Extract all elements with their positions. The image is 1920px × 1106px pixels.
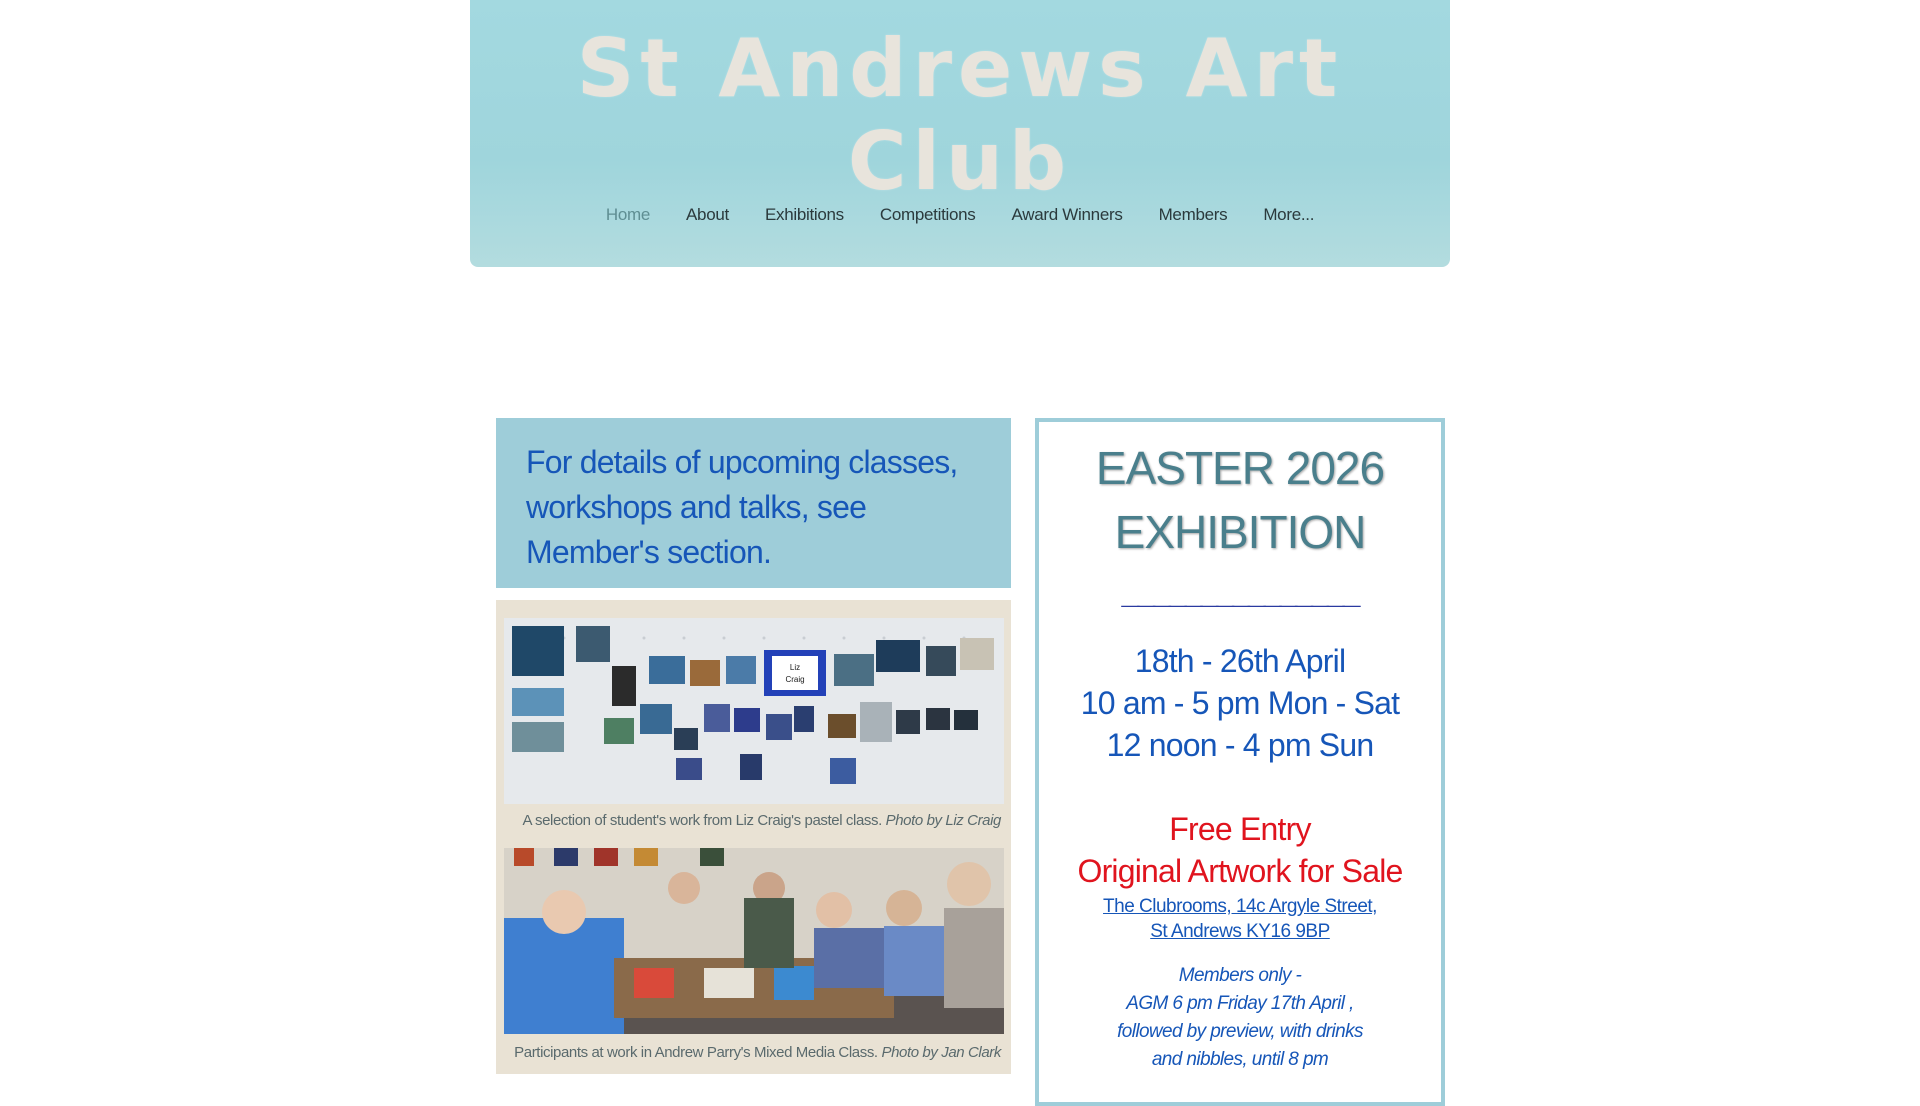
address-line1[interactable]: The Clubrooms, 14c Argyle Street, bbox=[1103, 896, 1377, 917]
nav-members[interactable]: Members bbox=[1158, 205, 1228, 224]
exhibition-offer bbox=[1039, 808, 1441, 892]
date-range: 18th - 26th April bbox=[1134, 643, 1346, 679]
exhibition-title bbox=[1039, 436, 1441, 564]
photo-panel bbox=[496, 600, 1011, 1074]
nav-more[interactable]: More... bbox=[1263, 205, 1315, 224]
exhibition-dates bbox=[1039, 640, 1441, 766]
svg-text:Liz: Liz bbox=[789, 663, 801, 672]
caption1-text: A selection of student's work from Liz Craig's pastel class. bbox=[522, 812, 886, 829]
exhibition-title-line2: EXHIBITION bbox=[1114, 506, 1366, 558]
caption2-credit: Photo by Jan Clark bbox=[881, 1044, 1001, 1061]
nav-about[interactable]: About bbox=[686, 205, 729, 224]
site-title[interactable]: St Andrews Art Club bbox=[576, 22, 1344, 208]
nav-home[interactable]: Home bbox=[605, 205, 651, 224]
info-text: For details of upcoming classes, workshops and talks, see Member's section. bbox=[526, 444, 958, 570]
members-line4: and nibbles, until 8 pm bbox=[1151, 1049, 1329, 1070]
nav-exhibitions[interactable]: Exhibitions bbox=[764, 205, 844, 224]
pastel-class-photo bbox=[504, 618, 1004, 804]
free-entry: Free Entry bbox=[1169, 811, 1311, 847]
exhibition-rule: _______________ bbox=[1121, 574, 1359, 610]
main-nav bbox=[470, 205, 1450, 225]
caption2-text: Participants at work in Andrew Parry's Mixed Media Class. bbox=[514, 1044, 882, 1061]
sunday-hours: 12 noon - 4 pm Sun bbox=[1106, 727, 1374, 763]
members-preview-note bbox=[1039, 962, 1441, 1074]
members-line3: followed by preview, with drinks bbox=[1117, 1021, 1363, 1042]
members-line1: Members only - bbox=[1178, 965, 1302, 986]
exhibition-address-link[interactable] bbox=[1039, 894, 1441, 944]
photo2-caption bbox=[514, 1044, 1001, 1061]
info-box bbox=[496, 418, 1011, 588]
site-header bbox=[470, 0, 1450, 267]
address-line2[interactable]: St Andrews KY16 9BP bbox=[1150, 921, 1330, 942]
exhibition-box bbox=[1035, 418, 1445, 1106]
mixed-media-class-image bbox=[504, 848, 1004, 1034]
pastel-class-image bbox=[504, 618, 1004, 804]
nav-competitions[interactable]: Competitions bbox=[879, 205, 976, 224]
weekday-hours: 10 am - 5 pm Mon - Sat bbox=[1080, 685, 1400, 721]
mixed-media-class-photo bbox=[504, 848, 1004, 1034]
artwork-for-sale: Original Artwork for Sale bbox=[1077, 853, 1403, 889]
photo1-caption bbox=[522, 812, 1001, 829]
members-line2: AGM 6 pm Friday 17th April , bbox=[1126, 993, 1354, 1014]
caption1-credit: Photo by Liz Craig bbox=[885, 812, 1001, 829]
nav-award-winners[interactable]: Award Winners bbox=[1011, 205, 1123, 224]
svg-text:Craig: Craig bbox=[785, 675, 805, 684]
exhibition-title-line1: EASTER 2026 bbox=[1095, 442, 1385, 494]
